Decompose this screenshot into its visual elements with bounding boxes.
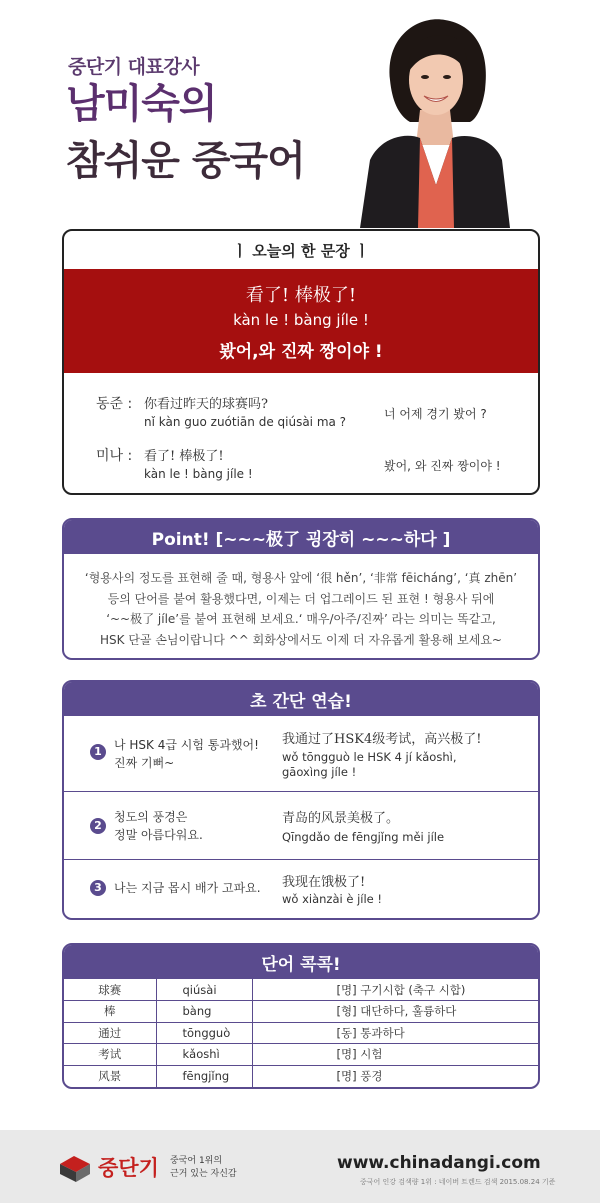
vocab-pinyin: fēngjǐng	[156, 1065, 252, 1087]
dialog-pinyin: kàn le ! bàng jíle !	[144, 467, 253, 481]
table-row	[64, 1065, 538, 1087]
practice-korean: 나 HSK 4급 시험 통과했어! 진짜 기뻐~	[114, 738, 259, 770]
practice-korean: 나는 지금 몹시 배가 고파요.	[114, 881, 261, 895]
practice-item	[64, 716, 538, 791]
sentence-pinyin: kàn le ! bàng jíle !	[233, 311, 369, 329]
dialog-chinese: 看了! 棒极了!	[144, 449, 224, 464]
logo-icon	[58, 1152, 92, 1184]
sentence-heading: ㅣ 오늘의 한 문장 ㅣ	[232, 241, 370, 260]
practice-pinyin: wǒ xiànzài è jíle !	[282, 892, 383, 906]
website-link[interactable]: www.chinadangi.com	[337, 1153, 541, 1173]
vocab-heading: 단어 콕콕!	[64, 945, 538, 979]
vocab-word: 通过	[64, 1022, 156, 1044]
practice-item	[64, 859, 538, 918]
vocab-meaning: [명] 풍경	[252, 1065, 538, 1087]
dialog-chinese: 你看过昨天的球赛吗?	[144, 397, 268, 412]
practice-box	[62, 680, 540, 920]
vocab-word: 考试	[64, 1044, 156, 1066]
vocab-meaning: [명] 구기시합 (축구 시합)	[252, 979, 538, 1001]
point-box	[62, 518, 540, 660]
header-title-line1: 남미숙의	[66, 81, 217, 127]
vocab-box	[62, 943, 540, 1089]
table-row	[64, 1044, 538, 1066]
sentence-highlight	[64, 269, 538, 373]
header-subtitle: 중단기 대표강사	[68, 56, 200, 78]
vocab-word: 风景	[64, 1065, 156, 1087]
vocab-meaning: [명] 시험	[252, 1044, 538, 1066]
table-row	[64, 979, 538, 1001]
vocab-pinyin: qiúsài	[156, 979, 252, 1001]
practice-number: 2	[90, 818, 106, 834]
practice-pinyin: Qīngdǎo de fēngjǐng měi jíle	[282, 830, 445, 844]
practice-chinese: 我现在饿极了!	[282, 875, 366, 890]
point-explanation	[64, 554, 538, 650]
vocab-table	[64, 979, 538, 1087]
vocab-meaning: [형] 대단하다, 훌륭하다	[252, 1001, 538, 1023]
table-row	[64, 1022, 538, 1044]
point-line: 등의 단어를 붙여 활용했다면, 이제는 더 업그레이드 된 표현 ! 형용사 뒤에	[107, 591, 495, 606]
instructor-portrait-image	[350, 10, 510, 228]
vocab-pinyin: bàng	[156, 1001, 252, 1023]
practice-heading: 초 간단 연습!	[64, 682, 538, 716]
footer-tagline	[170, 1155, 237, 1181]
dialog-speaker: 미나 :	[96, 448, 133, 464]
dialog-korean: 너 어제 경기 봤어 ?	[384, 407, 487, 421]
tagline-line: 근거 있는 자신감	[170, 1169, 237, 1179]
vocab-pinyin: tōngguò	[156, 1022, 252, 1044]
sentence-chinese: 看了! 棒极了!	[245, 285, 357, 306]
practice-number: 1	[90, 744, 106, 760]
point-line: ‘~~极了 jíle’를 붙여 표현해 보세요.‘ 매우/아주/진짜’ 라는 의미는 똑같고,	[106, 612, 496, 626]
practice-chinese: 青岛的风景美极了。	[282, 811, 400, 826]
dialog-korean: 봤어, 와 진짜 짱이야 !	[384, 459, 501, 473]
vocab-word: 球赛	[64, 979, 156, 1001]
point-heading: Point! [~~~极了 굉장히 ~~~하다 ]	[64, 520, 538, 554]
sentence-korean: 봤어,와 진짜 짱이야 !	[219, 342, 383, 362]
dialog-pinyin: nǐ kàn guo zuótiān de qiúsài ma ?	[144, 415, 347, 429]
header-title-line2: 참쉬운 중국어	[66, 138, 305, 184]
dialog-speaker: 동준 :	[96, 396, 133, 412]
header	[0, 0, 600, 226]
point-line: HSK 단골 손님이랍니다 ^^ 회화상에서도 이제 더 자유롭게 활용해 보세요~	[100, 632, 502, 647]
vocab-meaning: [동] 통과하다	[252, 1022, 538, 1044]
vocab-word: 棒	[64, 1001, 156, 1023]
point-line: ‘형용사의 정도를 표현해 줄 때, 형용사 앞에 ‘很 hěn’, ‘非常 fēicháng’, ‘真 zhēn’	[84, 571, 518, 585]
logo-text: 중단기	[98, 1156, 159, 1180]
vocab-pinyin: kǎoshì	[156, 1044, 252, 1066]
practice-korean: 청도의 풍경은 정말 아름다워요.	[114, 810, 203, 842]
footer	[0, 1130, 600, 1203]
practice-item	[64, 791, 538, 859]
practice-pinyin: wǒ tōngguò le HSK 4 jí kǎoshì, gāoxìng jíle !	[282, 750, 457, 779]
table-row	[64, 1001, 538, 1023]
practice-number: 3	[90, 880, 106, 896]
sentence-of-the-day-box	[62, 229, 540, 495]
tagline-line: 중국어 1위의	[170, 1156, 223, 1166]
practice-chinese: 我通过了HSK4级考试，高兴极了!	[282, 732, 482, 747]
footer-footnote: 중국어 인강 검색량 1위 : 네이버 트렌드 검색 2015.08.24 기준	[360, 1178, 556, 1186]
